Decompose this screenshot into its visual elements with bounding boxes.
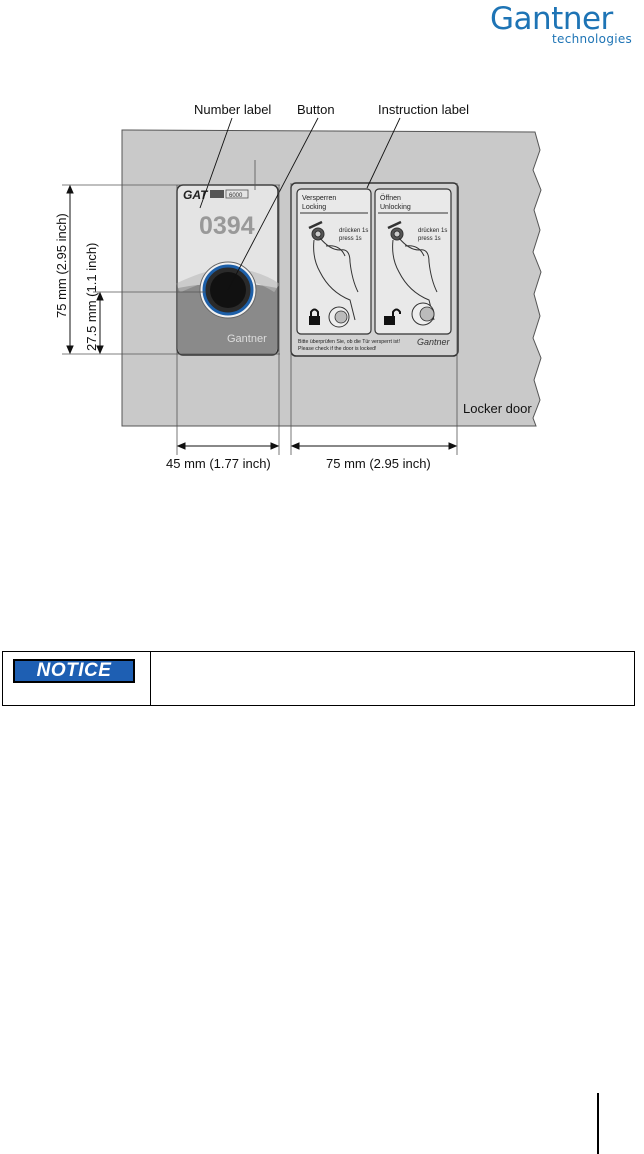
logo-wordmark: Gantner: [490, 1, 613, 37]
callout-number-label: Number label: [194, 102, 272, 117]
unlock-title-en: Unlocking: [380, 204, 411, 211]
card-maker: Gantner: [417, 337, 450, 347]
lock-press-en: press 1s: [339, 236, 362, 242]
callout-instruction-label: Instruction label: [378, 102, 470, 117]
lock-title-de: Versperren: [302, 195, 337, 202]
check-text-en: Please check if the door is locked!: [298, 346, 377, 352]
dimension-width-reader: 45 mm (1.77 inch): [166, 456, 271, 471]
notice-box: [2, 651, 635, 706]
reader-model-tag: 6000: [229, 193, 243, 199]
unlock-title-de: Öffnen: [380, 195, 401, 202]
locker-reader-figure: [0, 0, 644, 480]
unlock-press-de: drücken 1s: [418, 228, 448, 234]
dimension-height-total: 75 mm (2.95 inch): [54, 213, 69, 318]
locker-door-label: Locker door: [463, 401, 532, 416]
unlock-press-en: press 1s: [418, 236, 441, 242]
logo-tagline: technologies: [552, 32, 633, 46]
reader-brand: GAT: [183, 188, 208, 202]
reader-module: [177, 185, 278, 355]
notice-badge-cell: [3, 652, 151, 705]
callout-button: Button: [297, 102, 335, 117]
lock-button-icon: [329, 307, 349, 327]
reader-maker: Gantner: [227, 333, 267, 345]
dimension-width-card: 75 mm (2.95 inch): [326, 456, 431, 471]
notice-text-cell: [151, 652, 634, 705]
notice-badge: NOTICE: [13, 659, 135, 683]
reader-number: 0394: [199, 212, 255, 240]
check-text-de: Bitte überprüfen Sie, ob die Tür versperrt ist!: [298, 339, 400, 345]
dimension-height-button: 27.5 mm (1.1 inch): [84, 242, 99, 351]
instruction-card: [291, 183, 458, 356]
lock-title-en: Locking: [302, 204, 327, 211]
lock-press-de: drücken 1s: [339, 228, 369, 234]
unlock-button-icon: [412, 303, 434, 325]
footer-vertical-rule: [597, 1093, 599, 1154]
